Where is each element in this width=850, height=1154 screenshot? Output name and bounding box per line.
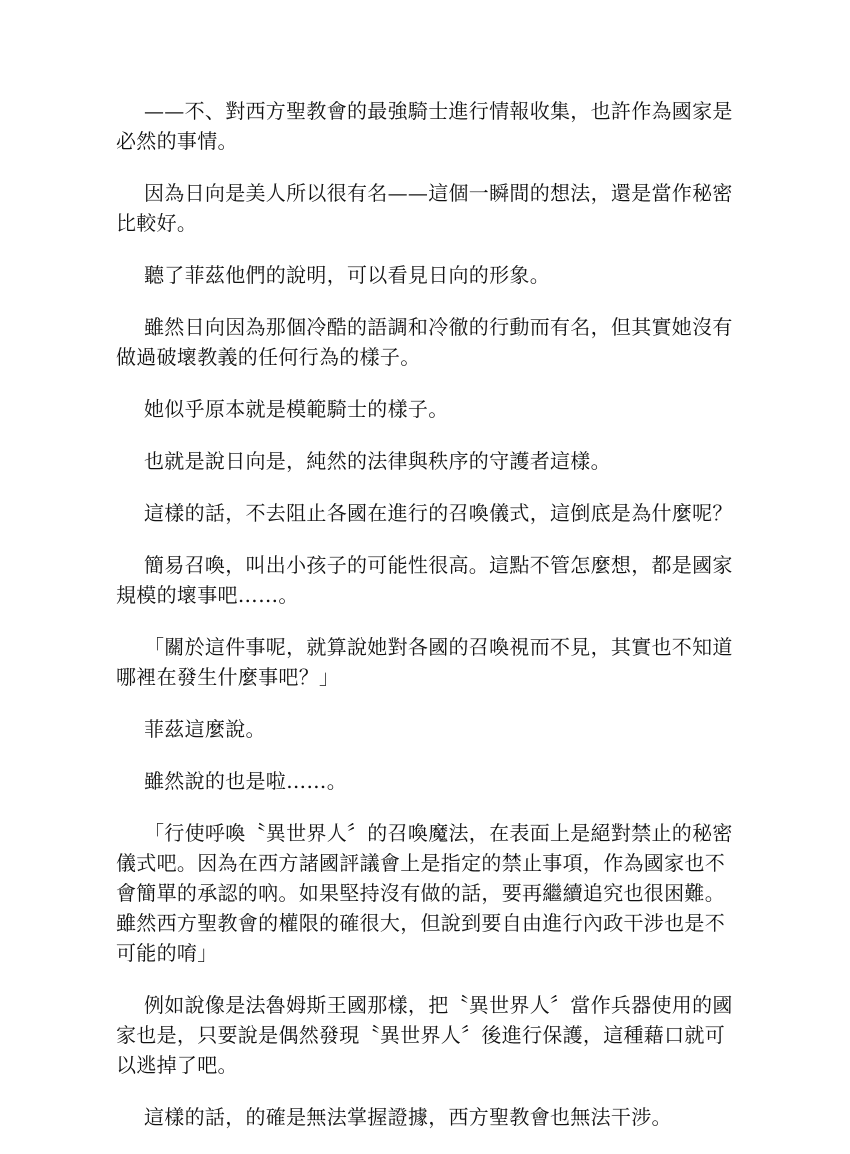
paragraph-6: 也就是說日向是，純然的法律與秩序的守護者這樣。 (144, 449, 611, 473)
paragraph-9: 「關於這件事呢，就算說她對各國的召喚視而不見，其實也不知道哪裡在發生什麼事吧？」 (116, 635, 733, 689)
paragraph-4: 雖然日向因為那個冷酷的語調和冷徹的行動而有名，但其實她沒有做過破壞教義的任何行為的樣子。 (116, 315, 733, 369)
paragraph-8: 簡易召喚，叫出小孩子的可能性很高。這點不管怎麼想，都是國家規模的壞事吧……。 (116, 553, 733, 607)
paragraph-7: 這樣的話，不去阻止各國在進行的召喚儀式，這倒底是為什麼呢？ (144, 501, 733, 525)
paragraph-5: 她似乎原本就是模範騎士的樣子。 (144, 397, 449, 421)
paragraph-3: 聽了菲茲他們的說明，可以看見日向的形象。 (144, 263, 550, 287)
paragraph-12: 「行使呼喚〝異世界人〞的召喚魔法，在表面上是絕對禁止的秘密儀式吧。因為在西方諸國評議會上是指定的禁止事項，作為國家也不會簡單的承認的吶。如果堅持沒有做的話，要再繼續追究也很困難。雖然西方聖教會的權限的確很大，但說到要自由進行內政干涉也是不可能的唷」 (116, 821, 733, 965)
paragraph-13: 例如說像是法魯姆斯王國那樣，把〝異世界人〞當作兵器使用的國家也是，只要說是偶然發現〝異世界人〞後進行保護，這種藉口就可以逃掉了吧。 (116, 993, 733, 1077)
body-text (116, 96, 744, 1154)
paragraph-2: 因為日向是美人所以很有名——這個一瞬間的想法，還是當作秘密比較好。 (116, 181, 733, 235)
paragraph-11: 雖然說的也是啦……。 (144, 769, 347, 793)
paragraph-14: 這樣的話，的確是無法掌握證據，西方聖教會也無法干涉。 (144, 1105, 672, 1129)
paragraph-10: 菲茲這麼說。 (144, 717, 266, 741)
paragraph-1: ——不、對西方聖教會的最強騎士進行情報收集，也許作為國家是必然的事情。 (116, 99, 733, 153)
